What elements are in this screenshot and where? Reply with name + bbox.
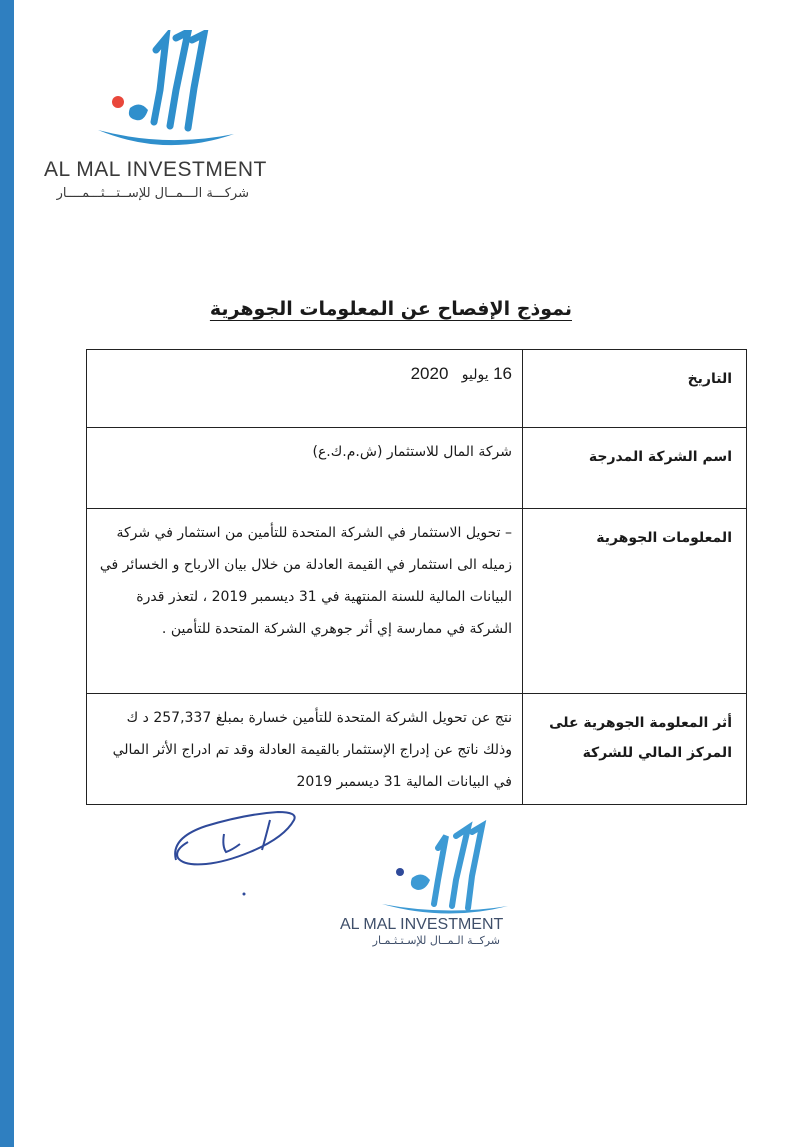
value-material-info: – تحويل الاستثمار في الشركة المتحدة للتأمين من استثمار في شركة زميله الى استثمار في القيمة العادلة من خلال بيان الارباح و الخسائر في البيانات المالية للسنة المنتهية في 31 ديسمبر 2019 ، لتعذر قدرة الشركة في ممارسة إي أثر جوهري الشركة المتحدة للتأمين . bbox=[87, 509, 523, 694]
brand-name-en: AL MAL INVESTMENT bbox=[44, 158, 267, 181]
label-material-info: المعلومات الجوهرية bbox=[523, 509, 747, 694]
label-date: التاريخ bbox=[523, 350, 747, 428]
company-stamp bbox=[336, 820, 536, 960]
label-company: اسم الشركة المدرجة bbox=[523, 428, 747, 509]
table-row bbox=[87, 694, 747, 805]
logo-mark-icon bbox=[96, 30, 236, 160]
value-date bbox=[87, 350, 523, 428]
value-financial-impact: نتج عن تحويل الشركة المتحدة للتأمين خسارة بمبلغ 257,337 د ك وذلك ناتج عن إدراج الإستثمار بالقيمة العادلة وقد تم ادراج الأثر المالي في البيانات المالية 31 ديسمبر 2019 bbox=[87, 694, 523, 805]
stamp-logo-icon bbox=[376, 820, 516, 920]
date-year: 2020 bbox=[410, 364, 449, 383]
table-row bbox=[87, 428, 747, 509]
value-company: شركة المال للاستثمار (ش.م.ك.ع) bbox=[87, 428, 523, 509]
company-logo bbox=[36, 30, 266, 210]
table-row bbox=[87, 350, 747, 428]
left-edge-bar bbox=[0, 0, 14, 1147]
date-day: 16 bbox=[493, 364, 512, 383]
stamp-name-en: AL MAL INVESTMENT bbox=[340, 916, 504, 933]
document-title: نموذج الإفصاح عن المعلومات الجوهرية bbox=[209, 298, 572, 320]
date-month: يوليو bbox=[461, 367, 489, 383]
table-row bbox=[87, 509, 747, 694]
signature bbox=[166, 798, 306, 898]
stamp-name-ar: شركــة الـمــال للإسـتـثـمـار bbox=[372, 934, 500, 947]
label-financial-impact: أثر المعلومة الجوهرية على المركز المالي للشركة bbox=[523, 694, 747, 805]
disclosure-table bbox=[86, 349, 747, 805]
brand-name-ar: شركـــة الـــمــال للإســتـــثـــمــــار bbox=[56, 186, 249, 201]
